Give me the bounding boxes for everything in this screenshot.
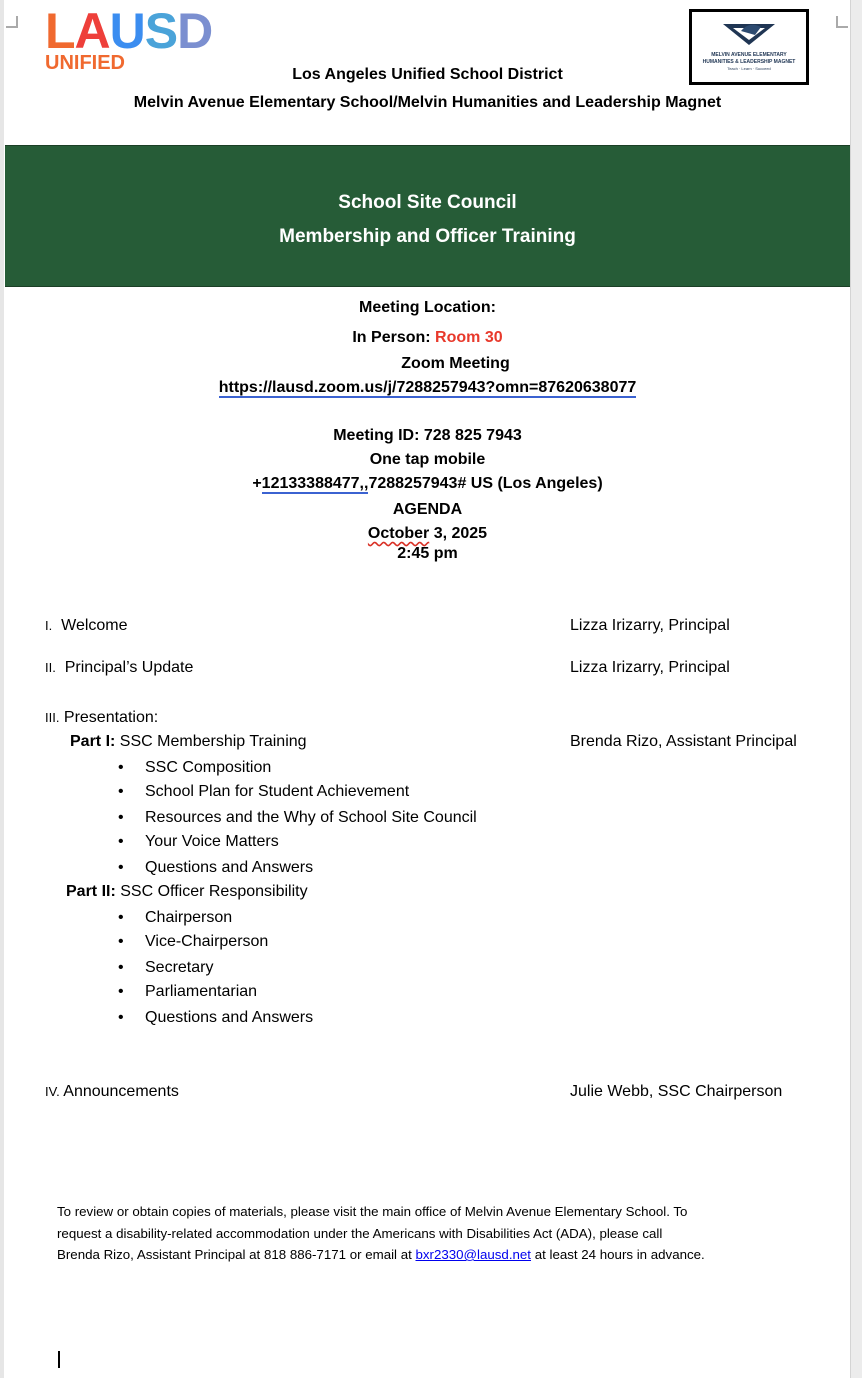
agenda-item <box>45 617 128 635</box>
title-banner <box>5 145 850 287</box>
part-label: Part I: <box>70 733 116 750</box>
bullet-item <box>118 783 409 801</box>
zoom-meeting-label: Zoom Meeting <box>401 355 510 372</box>
footer-line <box>57 1247 705 1262</box>
bullet-icon: • <box>118 959 124 976</box>
item-label: Welcome <box>61 617 128 634</box>
one-tap-label: One tap mobile <box>369 451 486 468</box>
bullet-icon: • <box>118 759 124 776</box>
text-cursor <box>58 1351 60 1368</box>
zoom-url-link[interactable]: https://lausd.zoom.us/j/7288257943?omn=87620638077 <box>218 379 637 396</box>
bullet-label: Questions and Answers <box>145 859 314 876</box>
footer-text: Brenda Rizo, Assistant Principal at 818 886-7171 or email at <box>57 1247 416 1262</box>
district-name: Los Angeles Unified School District <box>292 66 563 83</box>
logo-unified: UNIFIED <box>45 52 125 74</box>
phone-prefix: + <box>252 475 262 492</box>
in-person-line <box>5 329 850 347</box>
bullet-item <box>118 859 313 877</box>
part-2-heading <box>66 883 308 901</box>
bullet-item <box>118 809 477 827</box>
meeting-time: 2:45 pm <box>397 545 458 562</box>
margin-corner-mark <box>836 16 848 28</box>
room-number: Room 30 <box>435 329 503 346</box>
in-person-label: In Person: <box>352 329 431 346</box>
bullet-icon: • <box>118 909 124 926</box>
bullet-label: Vice-Chairperson <box>145 933 269 950</box>
item-number: II. <box>45 660 56 675</box>
bullet-icon: • <box>118 983 124 1000</box>
part-1-presenter: Brenda Rizo, Assistant Principal <box>570 733 797 750</box>
bullet-item <box>118 759 271 777</box>
item-presenter: Lizza Irizarry, Principal <box>570 617 730 634</box>
item-number: III. <box>45 710 60 725</box>
footer-line: request a disability-related accommodation under the Americans with Disabilities Act (ADA), please call <box>57 1226 663 1241</box>
logo-letter: S <box>144 3 178 59</box>
badge-line: HUMANITIES & LEADERSHIP MAGNET <box>702 59 796 65</box>
meeting-location-label: Meeting Location: <box>359 299 496 316</box>
phone-rest: 7288257943# US (Los Angeles) <box>368 475 603 492</box>
item-label: Announcements <box>63 1083 179 1100</box>
item-presenter: Lizza Irizarry, Principal <box>570 659 730 676</box>
bullet-label: Your Voice Matters <box>145 833 279 850</box>
agenda-item <box>45 659 193 677</box>
bullet-label: Parliamentarian <box>145 983 258 1000</box>
bullet-icon: • <box>118 833 124 850</box>
logo-letter: U <box>109 3 145 59</box>
page-right-edge <box>850 0 862 1378</box>
item-label: Principal’s Update <box>64 659 194 676</box>
agenda-heading: AGENDA <box>392 501 463 518</box>
bullet-label: SSC Composition <box>145 759 272 776</box>
bullet-item <box>118 909 232 927</box>
banner-title: School Site Council <box>338 192 517 213</box>
bullet-label: Secretary <box>145 959 214 976</box>
footer-line: To review or obtain copies of materials, please visit the main office of Melvin Avenue Elementary School. To <box>57 1204 688 1219</box>
agenda-item <box>45 1083 179 1101</box>
bullet-item <box>118 933 268 951</box>
bullet-icon: • <box>118 809 124 826</box>
meeting-date <box>5 525 850 543</box>
email-link[interactable]: bxr2330@lausd.net <box>415 1247 532 1262</box>
logo-letter: D <box>177 3 213 59</box>
bullet-icon: • <box>118 1009 124 1026</box>
bullet-label: Resources and the Why of School Site Council <box>145 809 477 826</box>
bullet-item <box>118 983 257 1001</box>
bullet-label: School Plan for Student Achievement <box>145 783 410 800</box>
agenda-item <box>45 709 158 727</box>
bullet-icon: • <box>118 933 124 950</box>
meeting-id: Meeting ID: 728 825 7943 <box>333 427 522 444</box>
badge-line: Teach · Learn · Succeed <box>727 66 771 71</box>
date-rest: 3, 2025 <box>429 525 488 542</box>
part-title: SSC Membership Training <box>119 733 307 750</box>
item-number: IV. <box>45 1084 60 1099</box>
item-label: Presentation: <box>63 709 159 726</box>
phone-line <box>5 475 850 493</box>
logo-letter: L <box>45 3 75 59</box>
school-name: Melvin Avenue Elementary School/Melvin Humanities and Leadership Magnet <box>133 94 722 111</box>
part-title: SSC Officer Responsibility <box>120 883 308 900</box>
page-left-edge <box>0 0 4 1378</box>
part-label: Part II: <box>66 883 116 900</box>
margin-corner-mark <box>6 16 18 28</box>
school-mascot-icon <box>719 21 779 47</box>
bullet-item <box>118 833 279 851</box>
item-presenter: Julie Webb, SSC Chairperson <box>570 1083 783 1100</box>
badge-line: MELVIN AVENUE ELEMENTARY <box>711 52 787 58</box>
bullet-item <box>118 1009 313 1027</box>
footer-text: at least 24 hours in advance. <box>531 1247 705 1262</box>
lausd-logo <box>45 3 213 74</box>
part-1-heading <box>70 733 307 751</box>
logo-letter: A <box>74 3 110 59</box>
bullet-icon: • <box>118 859 124 876</box>
banner-subtitle: Membership and Officer Training <box>279 226 576 247</box>
item-number: I. <box>45 618 53 633</box>
zoom-url-line <box>5 379 850 397</box>
bullet-label: Chairperson <box>145 909 233 926</box>
bullet-label: Questions and Answers <box>145 1009 314 1026</box>
date-month: October <box>367 525 430 542</box>
bullet-icon: • <box>118 783 124 800</box>
phone-link[interactable]: 12133388477,, <box>261 475 369 492</box>
bullet-item <box>118 959 213 977</box>
